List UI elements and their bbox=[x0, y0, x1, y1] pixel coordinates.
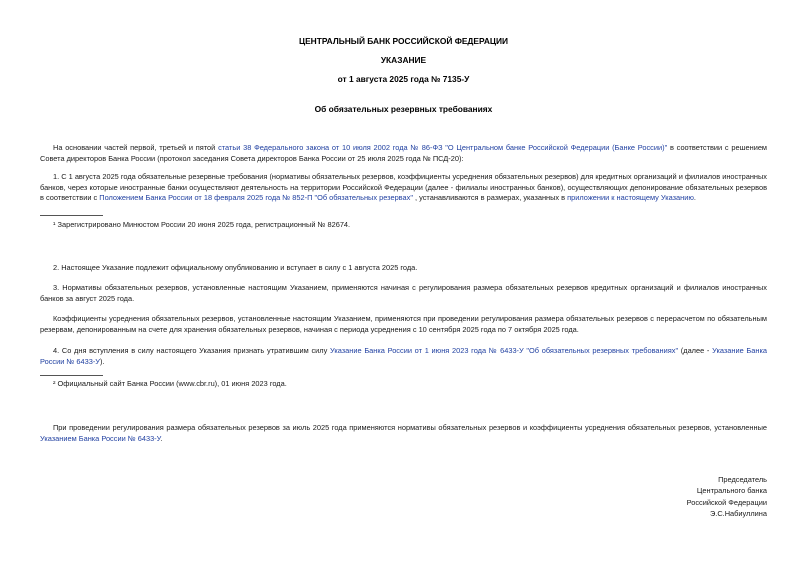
signature-org-line-2: Российской Федерации bbox=[686, 497, 767, 507]
signature-org-line-1: Центрального банка bbox=[696, 486, 767, 496]
regulation-852p-link[interactable]: Положением Банка России от 18 февраля 2025 года № 852-П "Об обязательных резервах" bbox=[99, 193, 413, 203]
intro-text-2: в соответствии с решением Совета директоров Банка России (протокол заседания Совета директоров Банка России от 25 июля 2025 года № ПСД-20): bbox=[40, 143, 768, 163]
p1-text-3: . bbox=[693, 193, 696, 203]
paragraph-1 bbox=[40, 172, 767, 204]
footnote-2-marker: ² bbox=[53, 379, 58, 388]
paragraph-2: 2. Настоящее Указание подлежит официальному опубликованию и вступает в силу с 1 августа 2025 года. bbox=[53, 263, 418, 272]
p4-text-3: ). bbox=[100, 356, 105, 366]
p5-text-1: При проведении регулирования размера обязательных резервов за июль 2025 года применяются нормативы обязательных резервов и коэффициенты усреднения обязательных резервов, установленные bbox=[53, 423, 767, 432]
intro-text-1: На основании частей первой, третьей и пятой bbox=[53, 143, 219, 152]
document-date-number: от 1 августа 2025 года № 7135-У bbox=[337, 74, 470, 84]
footnote-2 bbox=[53, 379, 753, 390]
issuer-heading: ЦЕНТРАЛЬНЫЙ БАНК РОССИЙСКОЙ ФЕДЕРАЦИИ bbox=[298, 36, 509, 46]
p1-text-1: 1. С 1 августа 2025 года обязательные резервные требования (нормативы обязательных резервов, коэффициенты усреднения обязательных резервов) для кредитных организаций и филиалов иностранных банков, через которые иностранные банки осуществляют деятельность на территории Российской Федерации (далее - филиалы иностранных банков), осуществляющих депонирование обязательных резервов в соответствии с bbox=[40, 172, 767, 203]
p5-text-2: . bbox=[160, 433, 163, 443]
footnote-2-text: Официальный сайт Банка России (www.cbr.ru), 01 июня 2023 года. bbox=[57, 379, 287, 388]
paragraph-5 bbox=[40, 423, 767, 444]
footnote-1 bbox=[53, 220, 753, 231]
signatory-name: Э.С.Набиуллина bbox=[709, 509, 767, 519]
directive-6433u-short-link[interactable]: Указание Банка России № 6433-У bbox=[40, 346, 767, 366]
paragraph-4 bbox=[40, 346, 767, 367]
appendix-link[interactable]: приложении к настоящему Указанию bbox=[567, 193, 694, 203]
signature-position: Председатель bbox=[718, 475, 767, 484]
law-86fz-link[interactable]: статьи 38 Федерального закона от 10 июля 2002 года № 86-ФЗ "О Центральном банке Российской Федерации (Банке России)" bbox=[218, 143, 668, 152]
footnote-1-marker: ¹ bbox=[53, 220, 58, 229]
paragraph-3: 3. Нормативы обязательных резервов, установленные настоящим Указанием, применяются начиная с регулирования размера обязательных резервов кредитных организаций и филиалов иностранных банков за август 2025 года. bbox=[40, 283, 767, 303]
document-type: УКАЗАНИЕ bbox=[380, 55, 427, 65]
signature-block bbox=[687, 474, 767, 520]
p4-text-2: (далее - bbox=[678, 346, 713, 355]
directive-6433u-link-2[interactable]: Указанием Банка России № 6433-У bbox=[40, 433, 161, 443]
document-title: Об обязательных резервных требованиях bbox=[314, 104, 493, 114]
p1-text-2: , устанавливаются в размерах, указанных в bbox=[412, 193, 568, 203]
paragraph-3-continued: Коэффициенты усреднения обязательных резервов, установленные настоящим Указанием, применяются при проведении регулирования размера обязательных резервов с перерасчетом по обязательным резервам, депонированным на счете для хранения обязательных резервов, начиная с периода усреднения с 10 сентября 2025 года по 7 октября 2025 года. bbox=[40, 314, 767, 334]
footnote-separator-2 bbox=[40, 375, 103, 376]
footnote-1-text: Зарегистрировано Минюстом России 20 июня 2025 года, регистрационный № 82674. bbox=[57, 220, 351, 229]
p4-text-1: 4. Со дня вступления в силу настоящего Указания признать утратившим силу bbox=[53, 346, 330, 355]
footnote-separator-1 bbox=[40, 215, 103, 216]
directive-6433u-link[interactable]: Указание Банка России от 1 июня 2023 года № 6433-У "Об обязательных резервных требованиях" bbox=[330, 346, 679, 355]
intro-paragraph bbox=[40, 143, 767, 164]
